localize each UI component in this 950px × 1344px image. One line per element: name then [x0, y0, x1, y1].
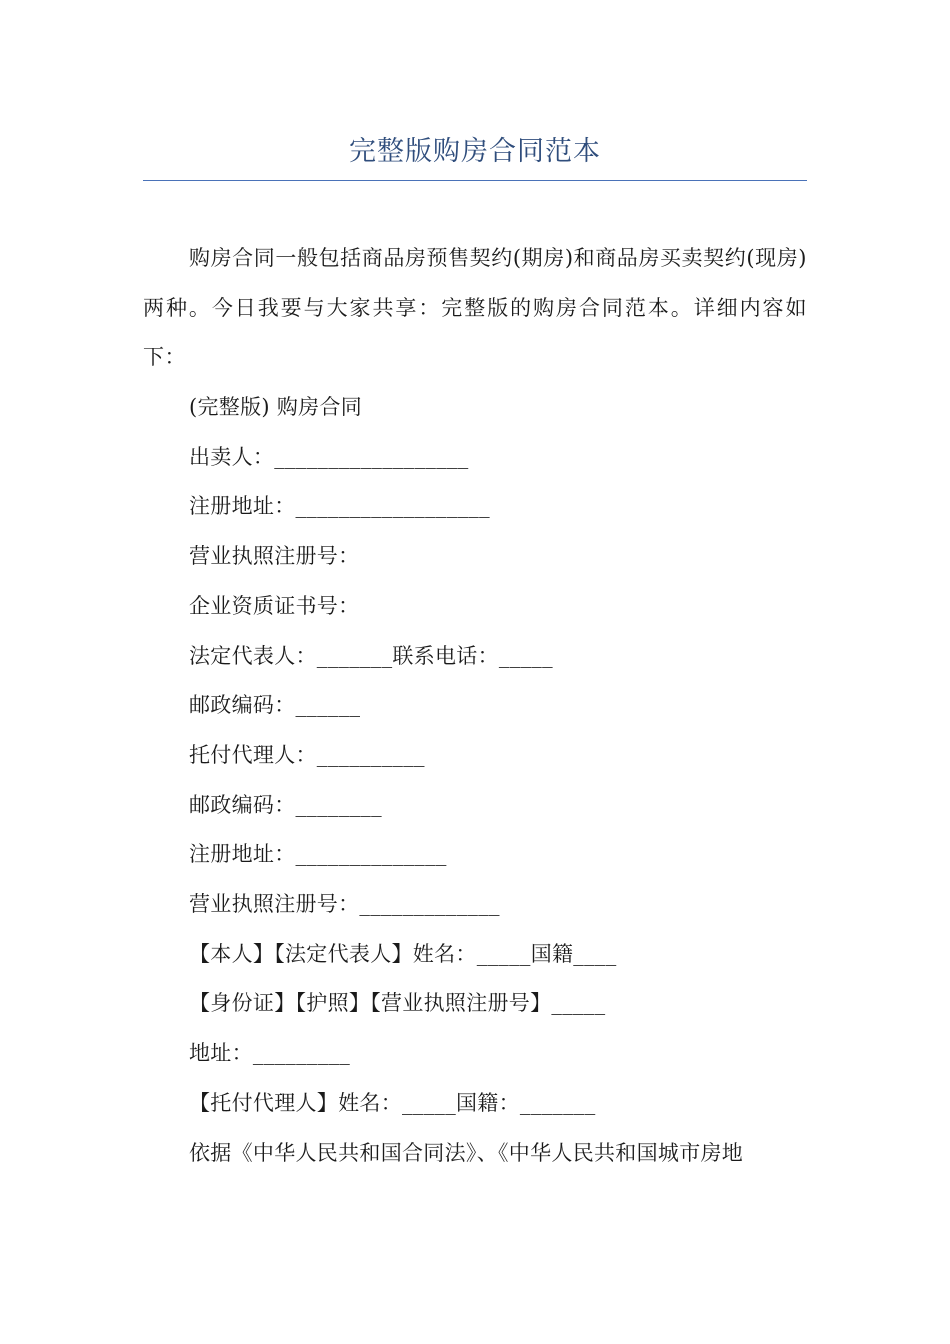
address-field: 地址：_________	[189, 1041, 351, 1065]
agent-field: 托付代理人：__________	[189, 743, 425, 767]
intro-paragraph: 购房合同一般包括商品房预售契约(期房)和商品房买卖契约(现房)两种。今日我要与大家共享：完整版的购房合同范本。详细内容如下：	[143, 246, 807, 369]
id-document-field: 【身份证】【护照】【营业执照注册号】_____	[189, 991, 606, 1015]
business-license-field: 营业执照注册号：	[189, 544, 360, 568]
name-nationality-field: 【本人】【法定代表人】姓名：_____国籍____	[189, 942, 617, 966]
business-license-field-2: 营业执照注册号：_____________	[189, 892, 500, 916]
document-title: 完整版购房合同范本	[349, 136, 601, 167]
contract-heading: (完整版) 购房合同	[189, 395, 363, 419]
postal-code-field: 邮政编码：______	[189, 693, 361, 717]
seller-field: 出卖人：__________________	[189, 445, 469, 469]
legal-rep-phone-field: 法定代表人：_______联系电话：_____	[189, 644, 553, 668]
legal-basis-text: 依据《中华人民共和国合同法》、《中华人民共和国城市房地	[189, 1141, 744, 1165]
postal-code-field-2: 邮政编码：________	[189, 793, 382, 817]
title-underline	[143, 180, 807, 181]
registered-address-field: 注册地址：__________________	[189, 494, 490, 518]
qualification-cert-field: 企业资质证书号：	[189, 594, 360, 618]
registered-address-field-2: 注册地址：______________	[189, 842, 447, 866]
agent-name-nationality-field: 【托付代理人】姓名：_____国籍：_______	[189, 1091, 596, 1115]
